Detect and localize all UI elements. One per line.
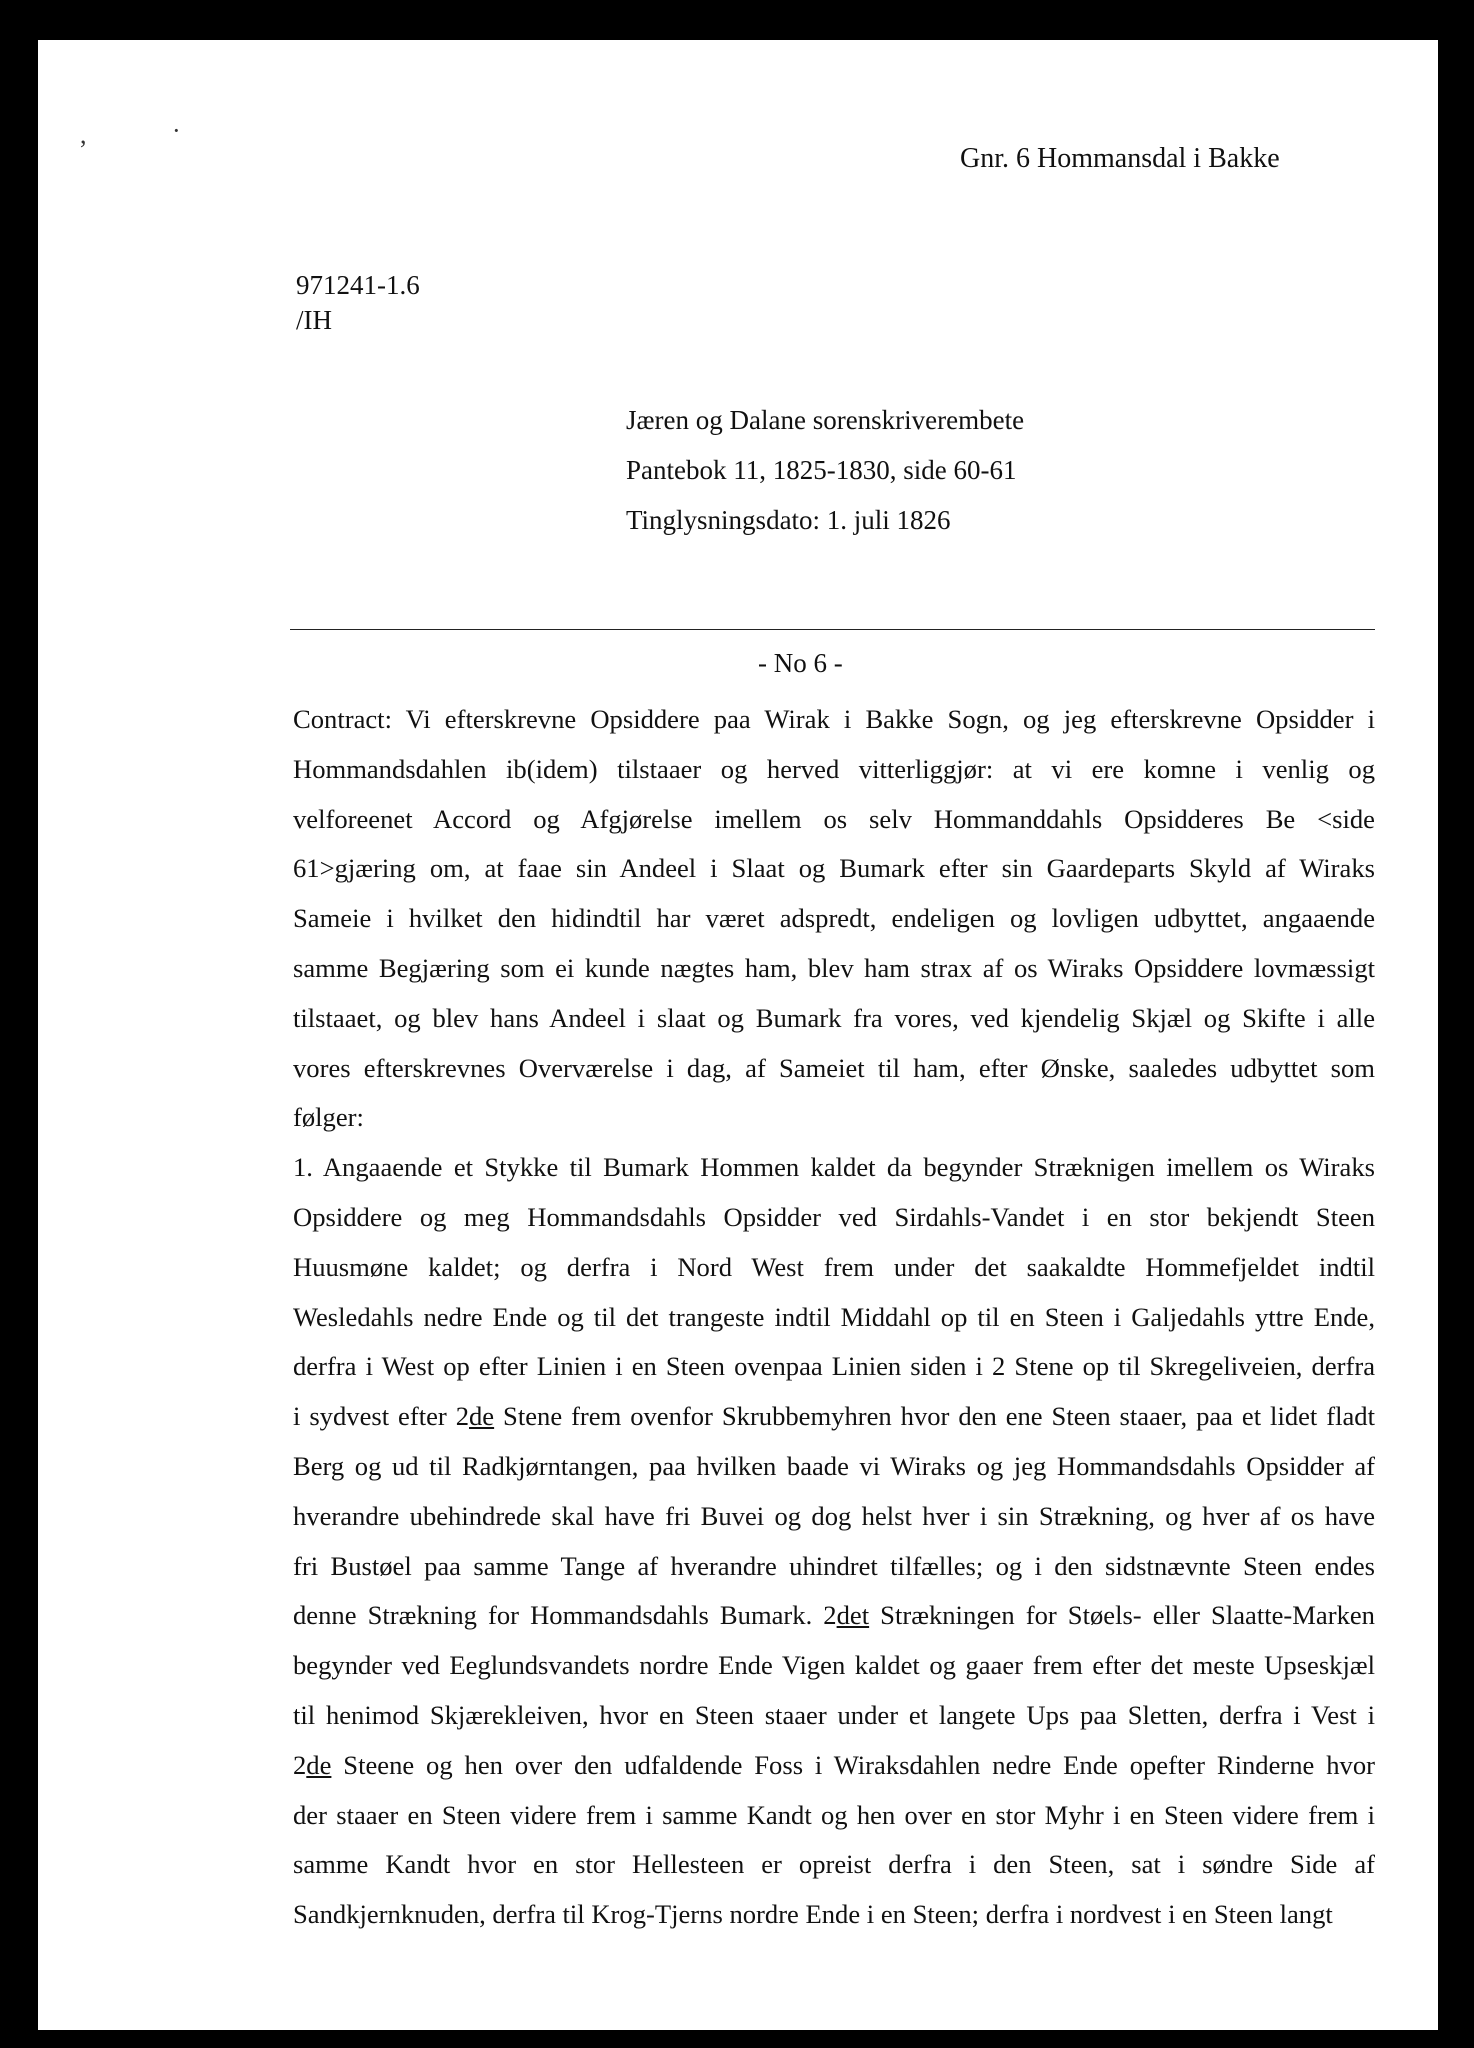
farm-title: Gnr. 6 Hommansdal i Bakke [960, 143, 1280, 174]
archive-book: Pantebok 11, 1825-1830, side 60-61 [626, 455, 1017, 485]
text-line: 2de Steene og hen over den udfaldende Foss i Wiraksdahlen nedre Ende opefter Rinderne hvor [293, 1749, 1375, 1780]
registration-date: Tinglysningsdato: 1. juli 1826 [626, 505, 951, 535]
text-line: Wesledahls nedre Ende og til det trangeste indtil Middahl op til en Steen i Galjedahls yttre Ende, [293, 1301, 1375, 1332]
text-line: samme Kandt hvor en stor Hellesteen er opreist derfra i den Steen, sat i søndre Side af [293, 1849, 1375, 1880]
text-line: denne Strækning for Hommandsdahls Bumark. 2det Strækningen for Støels- eller Slaatte-Marken [293, 1600, 1375, 1631]
divider-line [290, 629, 1375, 630]
scan-speck: , [80, 120, 87, 149]
document-number: - No 6 - [758, 648, 843, 678]
text-line: hverandre ubehindrede skal have fri Buvei og dog helst hver i sin Strækning, og hver af os have [293, 1500, 1375, 1531]
text-line: begynder ved Eeglundsvandets nordre Ende Vigen kaldet og gaaer frem efter det meste Upseskjæl [293, 1650, 1375, 1681]
reference-number: 971241-1.6 [296, 270, 420, 300]
text-line: vores efterskrevnes Overværelse i dag, af Sameiet til ham, efter Ønske, saaledes udbyttet som [293, 1052, 1375, 1083]
text-line: Berg og ud til Radkjørntangen, paa hvilken baade vi Wiraks og jeg Hommandsdahls Opsidder af [293, 1450, 1375, 1481]
text-line: 1. Angaaende et Stykke til Bumark Hommen kaldet da begynder Stræknigen imellem os Wiraks [293, 1152, 1375, 1183]
text-line: til henimod Skjærekleiven, hvor en Steen staaer under et langete Ups paa Sletten, derfra i Vest i [293, 1699, 1375, 1730]
text-line: i sydvest efter 2de Stene frem ovenfor Skrubbemyhren hvor den ene Steen staaer, paa et lidet fladt [293, 1401, 1375, 1432]
transcription-body [293, 695, 1375, 1940]
text-line: følger: [293, 1102, 364, 1133]
text-line: der staaer en Steen videre frem i samme Kandt og hen over en stor Myhr i en Steen videre frem i [293, 1799, 1375, 1830]
text-line: Opsiddere og meg Hommandsdahls Opsidder ved Sirdahls-Vandet i en stor bekjendt Steen [293, 1201, 1375, 1232]
text-line: Sandkjernknuden, derfra til Krog-Tjerns nordre Ende i en Steen; derfra i nordvest i en Steen langt [293, 1899, 1333, 1930]
text-line: Contract: Vi efterskrevne Opsiddere paa Wirak i Bakke Sogn, og jeg efterskrevne Opsidder i [293, 704, 1375, 734]
archive-office: Jæren og Dalane sorenskriverembete [626, 405, 1025, 435]
scan-speck: · [172, 116, 181, 145]
text-line: samme Begjæring som ei kunde nægtes ham, blev ham strax af os Wiraks Opsiddere lovmæssigt [293, 952, 1375, 983]
text-line: fri Bustøel paa samme Tange af hverandre uhindret tilfælles; og i den sidstnævnte Steen endes [293, 1550, 1375, 1581]
text-line: derfra i West op efter Linien i en Steen ovenpaa Linien siden i 2 Stene op til Skregeliveien, derfra [293, 1351, 1375, 1382]
text-line: 61>gjæring om, at faae sin Andeel i Slaat og Bumark efter sin Gaardeparts Skyld af Wiraks [293, 853, 1375, 884]
reference-initials: /IH [296, 305, 332, 335]
text-line: Huusmøne kaldet; og derfra i Nord West frem under det saakaldte Hommefjeldet indtil [293, 1251, 1375, 1282]
text-line: Sameie i hvilket den hidindtil har været adspredt, endeligen og lovligen udbyttet, angaaende [293, 903, 1375, 934]
text-line: velforeenet Accord og Afgjørelse imellem os selv Hommanddahls Opsidderes Be <side [293, 803, 1375, 834]
text-line: Hommandsdahlen ib(idem) tilstaaer og herved vitterliggjør: at vi ere komne i venlig og [293, 753, 1375, 784]
document-page [38, 40, 1438, 2030]
text-line: tilstaaet, og blev hans Andeel i slaat og Bumark fra vores, ved kjendelig Skjæl og Skifte i alle [293, 1002, 1375, 1033]
